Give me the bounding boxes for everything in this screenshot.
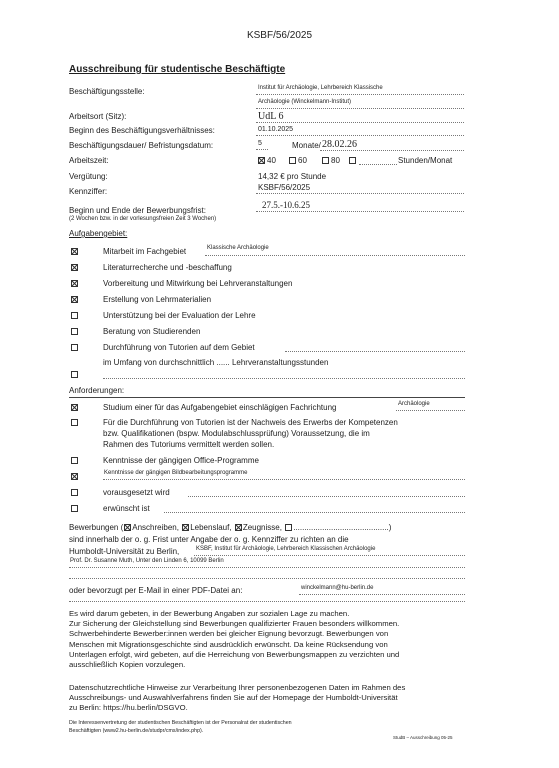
anforderung-office-checkbox[interactable] [71,457,78,464]
aufgabe-tutorien-checkbox[interactable] [71,344,78,351]
anforderung-tutorien-line2: bzw. Qualifikationen (bspw. Modulabschlussprüfung) Voraussetzung, die im [103,429,370,438]
bewerbung-line1: Bewerbungen ( Anschreiben, Lebenslauf, Zeugnisse, ...........................................) [69,523,392,532]
verguetung-label: Vergütung: [69,172,108,181]
arbeitszeit-other-checkbox[interactable] [349,157,356,164]
aufgabe-lehrveranstaltungen-label: Vorbereitung und Mitwirkung bei Lehrveranstaltungen [103,279,293,288]
anforderung-vorausgesetzt-label: vorausgesetzt wird [103,488,170,497]
arbeitszeit-unit: Stunden/Monat [398,156,453,165]
bewerbung-line3: Humboldt-Universität zu Berlin, [69,547,180,556]
form-id: StudB – Ausschreibung 05-25 [393,735,453,740]
aufgabe-beratung-checkbox[interactable] [71,328,78,335]
anforderungen-heading: Anforderungen: [69,386,125,395]
aufgabe-lehrmaterialien-checkbox[interactable] [71,296,78,303]
anforderung-tutorien-line1: Für die Durchführung von Tutorien ist der Nachweis des Erwerbs der Kompetenzen [103,418,398,427]
aufgabe-lehrveranstaltungen-checkbox[interactable] [71,280,78,287]
anforderung-studium-label: Studium einer für das Aufgabengebiet einschlägigen Fachrichtung [103,403,337,412]
frist-label: Beginn und Ende der Bewerbungsfrist: [69,206,206,215]
email-value[interactable]: winckelmann@hu-berlin.de [301,585,374,591]
befristungsdatum-value: 28.02.26 [322,139,357,150]
footer-line2: Beschäftigten (www2.hu-berlin.de/studpr/cms/index.php). [69,728,204,734]
arbeitsort-label: Arbeitsort (Sitz): [69,112,127,121]
aufgabe-fachgebiet-value: Klassische Archäologie [207,245,269,251]
anforderung-office-label: Kenntnisse der gängigen Office-Programme [103,456,259,465]
anforderung-tutorien-checkbox[interactable] [71,419,78,426]
aufgabe-fachgebiet-checkbox[interactable] [71,248,78,255]
stelle-label: Beschäftigungsstelle: [69,87,145,96]
lebenslauf-checkbox[interactable] [182,524,189,531]
aufgabe-lehrmaterialien-label: Erstellung von Lehrmaterialien [103,295,212,304]
bewerbung-line2: sind innerhalb der o. g. Frist unter Angabe der o. g. Kennziffer zu richten an die [69,535,349,544]
dauer-label: Beschäftigungsdauer/ Befristungsdatum: [69,141,214,150]
frist-note: (2 Wochen bzw. in der vorlesungsfreien Zeit 3 Wochen) [69,216,217,222]
arbeitszeit-80-checkbox[interactable] [322,157,329,164]
verguetung-value: 14,32 € pro Stunde [258,172,327,181]
anforderung-vorausgesetzt-checkbox[interactable] [71,489,78,496]
aufgabe-beratung-label: Beratung von Studierenden [103,327,201,336]
kennziffer-value: KSBF/56/2025 [258,183,311,192]
kennziffer-label: Kennziffer: [69,187,108,196]
aufgabe-evaluation-label: Unterstützung bei der Evaluation der Lehre [103,311,256,320]
stelle-value-line1: Institut für Archäologie, Lehrbereich Klassische [258,85,383,91]
footer-line1: Die Interessenvertretung der studentischen Beschäftigten ist der Personalrat der studentischen [69,720,292,726]
arbeitszeit-label: Arbeitszeit: [69,156,109,165]
aufgabe-fachgebiet-label: Mitarbeit im Fachgebiet [103,247,187,256]
stelle-value-line2: Archäologie (Winckelmann-Institut) [258,99,352,105]
bewerbung-adresse-line1: KSBF, Institut für Archäologie, Lehrbereich Klassischen Archäologie [196,546,376,552]
aufgabengebiet-heading: Aufgabengebiet: [69,229,128,238]
zeugnisse-checkbox[interactable] [235,524,242,531]
beginn-label: Beginn des Beschäftigungsverhältnisses: [69,126,215,135]
arbeitszeit-60-label: 60 [298,156,307,165]
arbeitszeit-40-label: 40 [267,156,276,165]
aufgabe-tutorien-label: Durchführung von Tutorien auf dem Gebiet [103,343,255,352]
anforderung-bildbearbeitung-label: Kenntnisse der gängigen Bildbearbeitungsprogramme [104,470,248,476]
beginn-value: 01.10.2025 [258,126,294,133]
anforderung-studium-value: Archäologie [398,401,430,407]
aufgabe-literatur-checkbox[interactable] [71,264,78,271]
anforderung-tutorien-line3: Rahmen des Tutoriums vermittelt werden sollen. [103,440,275,449]
page-title: Ausschreibung für studentische Beschäftigte [69,64,286,75]
dauer-monate-label: Monate/ [292,141,321,150]
frist-value: 27.5.-10.6.25 [262,200,310,210]
anforderung-bildbearbeitung-checkbox[interactable] [71,473,78,480]
sonstige-unterlagen-checkbox[interactable] [285,524,292,531]
arbeitszeit-80-label: 80 [331,156,340,165]
anforderung-studium-checkbox[interactable] [71,404,78,411]
bewerbung-adresse-line2: Prof. Dr. Susanne Muth, Unter den Linden 6, 10099 Berlin [70,558,224,564]
dauer-value: 5 [258,140,262,147]
anforderung-erwuenscht-label: erwünscht ist [103,504,150,513]
arbeitszeit-60-checkbox[interactable] [289,157,296,164]
aufgabe-sonstige-checkbox[interactable] [71,371,78,378]
datenschutz-paragraph: Datenschutzrechtliche Hinweise zur Verarbeitung Ihrer personenbezogenen Daten im Rahmen des Ausschreibungs- und Auswahlverfahrens finden Sie auf der Homepage der Humboldt-Universität zu Berlin: https://hu.berlin/DSGVO. [69,683,406,713]
arbeitsort-value: UdL 6 [258,111,284,122]
anforderung-erwuenscht-checkbox[interactable] [71,505,78,512]
arbeitszeit-40-checkbox[interactable] [258,157,265,164]
aufgabe-literatur-label: Literaturrecherche und -beschaffung [103,263,232,272]
email-label: oder bevorzugt per E-Mail in einer PDF-Datei an: [69,586,243,595]
anschreiben-checkbox[interactable] [124,524,131,531]
aufgabe-evaluation-checkbox[interactable] [71,312,78,319]
aufgabe-umfang-label: im Umfang von durchschnittlich ...... Lehrveranstaltungsstunden [103,358,329,367]
document-id: KSBF/56/2025 [246,30,313,41]
hinweise-paragraph: Es wird darum gebeten, in der Bewerbung Angaben zur sozialen Lage zu machen. Zur Sicherung der Gleichstellung sind Bewerbungen qualifizierter Frauen besonders willkommen. Schwerbehinderte Bewerber:innen werden bei gleicher Eignung bevorzugt. Bewerbungen von Menschen mit Migrationsgeschichte sind ausdrücklich erwünscht. Da keine Rücksendung von Unterlagen erfolgt, wird gebeten, auf die Herreichung von Bewerbungsmappen zu verzichten und ausschließlich Kopien vorzulegen. [69,609,400,670]
